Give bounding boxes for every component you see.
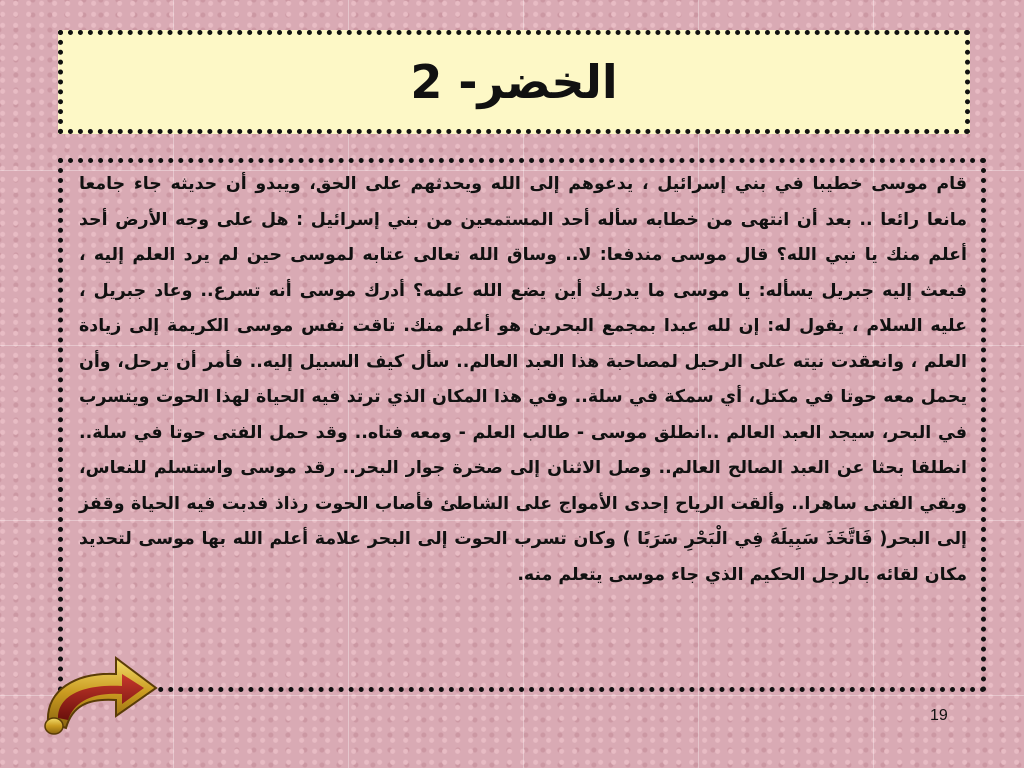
content-box <box>58 158 986 692</box>
slide-title: الخضر- 2 <box>410 55 618 109</box>
page-number: 19 <box>930 707 948 724</box>
body-text: قام موسى خطيبا في بني إسرائيل ، يدعوهم إلى الله ويحدثهم على الحق، ويبدو أن حديثه جاء جامعا مانعا رائعا .. بعد أن انتهى من خطابه سأله أحد المستمعين من بني إسرائيل : هل على وجه الأرض أحد أعلم منك يا نبي الله؟ قال موسى مندفعا: لا.. وساق الله تعالى عتابه لموسى حين لم يرد العلم إليه ، فبعث إليه جبريل يسأله: يا موسى ما يدريك أين يضع الله علمه؟ أدرك موسى أنه تسرع.. وعاد جبريل ، عليه السلام ، يقول له: إن لله عبدا بمجمع البحرين هو أعلم منك. تاقت نفس موسى الكريمة إلى زيادة العلم ، وانعقدت نيته على الرحيل لمصاحبة هذا العبد العالم.. سأل كيف السبيل إليه.. فأمر أن يرحل، وأن يحمل معه حوتا في مكتل، أي سمكة في سلة.. وفي هذا المكان الذي ترتد فيه الحياة لهذا الحوت ويتسرب في البحر، سيجد العبد العالم ..انطلق موسى - طالب العلم - ومعه فتاه.. وقد حمل الفتى حوتا في سلة.. انطلقا بحثا عن العبد الصالح العالم.. وصل الاثنان إلى صخرة جوار البحر.. رقد موسى واستسلم للنعاس، وبقي الفتى ساهرا.. وألقت الرياح إحدى الأمواج على الشاطئ فأصاب الحوت رذاذ فدبت فيه الحياة وقفز إلى البحر( فَاتَّخَذَ سَبِيلَهُ فِي الْبَحْرِ سَرَبًا ) وكان تسرب الحوت إلى البحر علامة أعلم الله بها موسى لتحديد مكان لقائه بالرجل الحكيم الذي جاء موسى يتعلم منه. <box>79 174 967 585</box>
curved-arrow-right-icon[interactable] <box>36 650 162 740</box>
title-box <box>58 30 970 134</box>
